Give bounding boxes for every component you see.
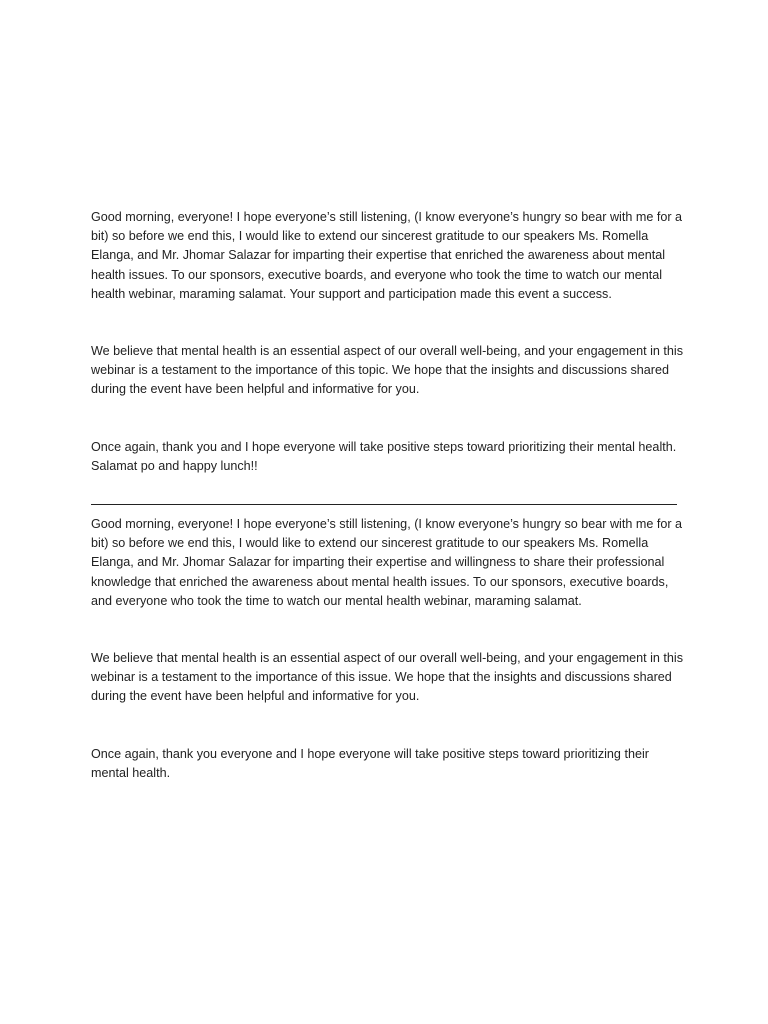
document-body — [91, 208, 687, 783]
speech-draft-1 — [91, 208, 687, 476]
draft-2-paragraph-closing: Once again, thank you everyone and I hope everyone will take positive steps toward prioritizing their mental health. — [91, 746, 649, 780]
draft-2-paragraph-gratitude: Good morning, everyone! I hope everyone’s still listening, (I know everyone’s hungry so bear with me for a bit) so before we end this, I would like to extend our sincerest gratitude to our speakers Ms. Romella Elanga, and Mr. Jhomar Salazar for imparting their expertise and willingness to share their professional knowledge that enriched the awareness about mental health issues. To our sponsors, executive boards, and everyone who took the time to watch our mental health webinar, maraming salamat. — [91, 517, 683, 608]
draft-1-paragraph-mental-health: We believe that mental health is an essential aspect of our overall well-being, and your engagement in this webinar is a testament to the importance of this topic. We hope that the insights and discussions shared during the event have been helpful and informative for you. — [91, 344, 684, 397]
draft-1-paragraph-closing: Once again, thank you and I hope everyone will take positive steps toward prioritizing their mental health. Salamat po and happy lunch!! — [91, 439, 677, 473]
draft-1-paragraph-gratitude: Good morning, everyone! I hope everyone’s still listening, (I know everyone’s hungry so bear with me for a bit) so before we end this, I would like to extend our sincerest gratitude to our speakers Ms. Romella Elanga, and Mr. Jhomar Salazar for imparting their expertise that enriched the awareness about mental health issues. To our sponsors, executive boards, and everyone who took the time to watch our mental health webinar, maraming salamat. Your support and participation made this event a success. — [91, 210, 683, 301]
section-divider — [91, 504, 677, 505]
speech-draft-2 — [91, 515, 687, 783]
draft-2-paragraph-mental-health: We believe that mental health is an essential aspect of our overall well-being, and your engagement in this webinar is a testament to the importance of this issue. We hope that the insights and discussions shared during the event have been helpful and informative for you. — [91, 651, 684, 704]
